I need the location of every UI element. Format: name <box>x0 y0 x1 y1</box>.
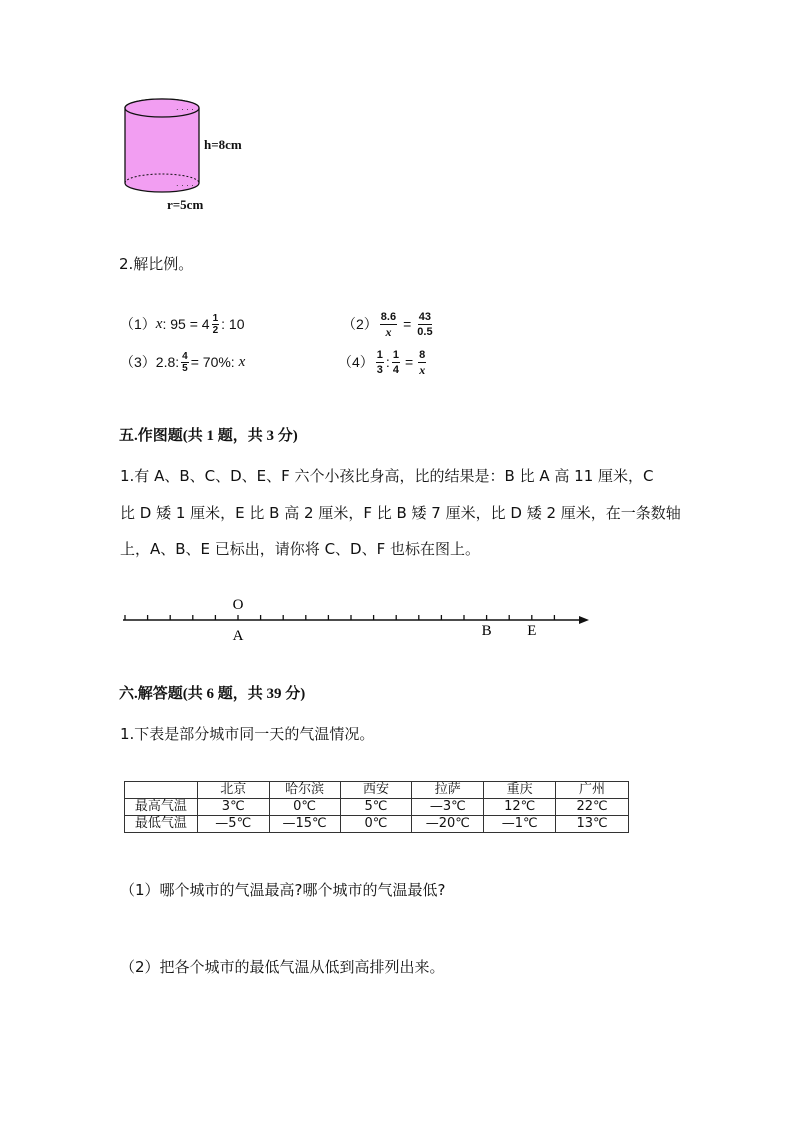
proportion-3 <box>120 348 245 376</box>
fraction: $\frac{1}{2}$ <box>212 312 219 336</box>
fraction: $\frac{8}{x}$ <box>419 348 426 377</box>
table-cell: 5℃ <box>340 799 412 816</box>
section-5-line-3: 上，A、B、E 已标出，请你将 C、D、F 也标在图上。 <box>120 540 480 558</box>
height-label: h=8cm <box>204 137 242 152</box>
section-6-question-2: （2）把各个城市的最低气温从低到高排列出来。 <box>120 958 445 976</box>
section-6-question-1: （1）哪个城市的气温最高?哪个城市的气温最低? <box>120 881 446 899</box>
table-cell: 3℃ <box>197 799 269 816</box>
table-cell: 12℃ <box>484 799 556 816</box>
section-5-heading: 五.作图题(共 1 题，共 3 分) <box>119 428 298 444</box>
proportion-1 <box>120 310 244 338</box>
question-2-title: 2.解比例。 <box>119 255 194 273</box>
section-6-heading: 六.解答题(共 6 题，共 39 分) <box>119 686 306 702</box>
table-cell: —5℃ <box>197 816 269 833</box>
fraction: $\frac{4}{5}$ <box>182 350 188 374</box>
table-cell: 北京 <box>197 782 269 799</box>
table-cell: —15℃ <box>269 816 340 833</box>
proportion-2 <box>342 306 435 342</box>
origin-label: O <box>232 597 244 613</box>
item-number: （4） <box>338 354 374 370</box>
temperature-table <box>124 781 629 833</box>
point-b-label: B <box>481 623 492 639</box>
section-5-line-1: 1.有 A、B、C、D、E、F 六个小孩比身高，比的结果是：B 比 A 高 11 厘米，C <box>120 467 654 485</box>
variable-x: x <box>238 353 246 370</box>
table-cell: 西安 <box>340 782 412 799</box>
table-cell: 最高气温 <box>125 799 198 816</box>
table-cell: —1℃ <box>484 816 556 833</box>
proportion-4 <box>338 344 428 380</box>
table-cell: 0℃ <box>269 799 340 816</box>
table-cell: 重庆 <box>484 782 556 799</box>
expr-text: : 10 <box>221 316 245 332</box>
section-6-intro: 1.下表是部分城市同一天的气温情况。 <box>120 725 375 743</box>
arrow-head <box>579 616 589 624</box>
variable-x: x <box>155 315 163 332</box>
point-a-label: A <box>232 628 244 644</box>
table-cell: 拉萨 <box>412 782 484 799</box>
table-cell: 广州 <box>556 782 629 799</box>
table-row <box>125 799 629 816</box>
table-row <box>125 816 629 833</box>
colon: : <box>385 354 390 370</box>
table-cell: 13℃ <box>556 816 629 833</box>
table-cell: 哈尔滨 <box>269 782 340 799</box>
cylinder-figure <box>118 94 248 214</box>
table-cell: —20℃ <box>412 816 484 833</box>
item-number: （1） <box>120 316 156 332</box>
table-cell: —3℃ <box>412 799 484 816</box>
expr-text: = 70%: <box>190 354 239 370</box>
fraction: $\frac{43}{0.5}$ <box>417 310 433 338</box>
table-cell: 22℃ <box>556 799 629 816</box>
svg-text:. . . .: . . . . <box>176 103 194 112</box>
radius-label: r=5cm <box>167 197 204 212</box>
equals-sign: = <box>403 316 412 332</box>
number-line <box>115 596 605 646</box>
expr-text: 2.8: <box>155 354 180 370</box>
svg-text:. . . .: . . . . <box>176 179 194 188</box>
fraction: $\frac{1}{3}$ <box>376 348 383 376</box>
table-cell <box>125 782 198 799</box>
expr-text: : 95 = 4 <box>162 316 210 332</box>
table-cell: 0℃ <box>340 816 412 833</box>
fraction: $\frac{8.6}{x}$ <box>380 310 397 339</box>
item-number: （3） <box>120 354 156 370</box>
point-e-label: E <box>527 623 537 639</box>
table-cell: 最低气温 <box>125 816 198 833</box>
equals-sign: = <box>404 354 414 370</box>
table-row <box>125 782 629 799</box>
item-number: （2） <box>342 316 378 332</box>
fraction: $\frac{1}{4}$ <box>392 348 399 376</box>
section-5-line-2: 比 D 矮 1 厘米，E 比 B 高 2 厘米，F 比 B 矮 7 厘米，比 D 矮 2 厘米，在一条数轴 <box>120 504 681 522</box>
